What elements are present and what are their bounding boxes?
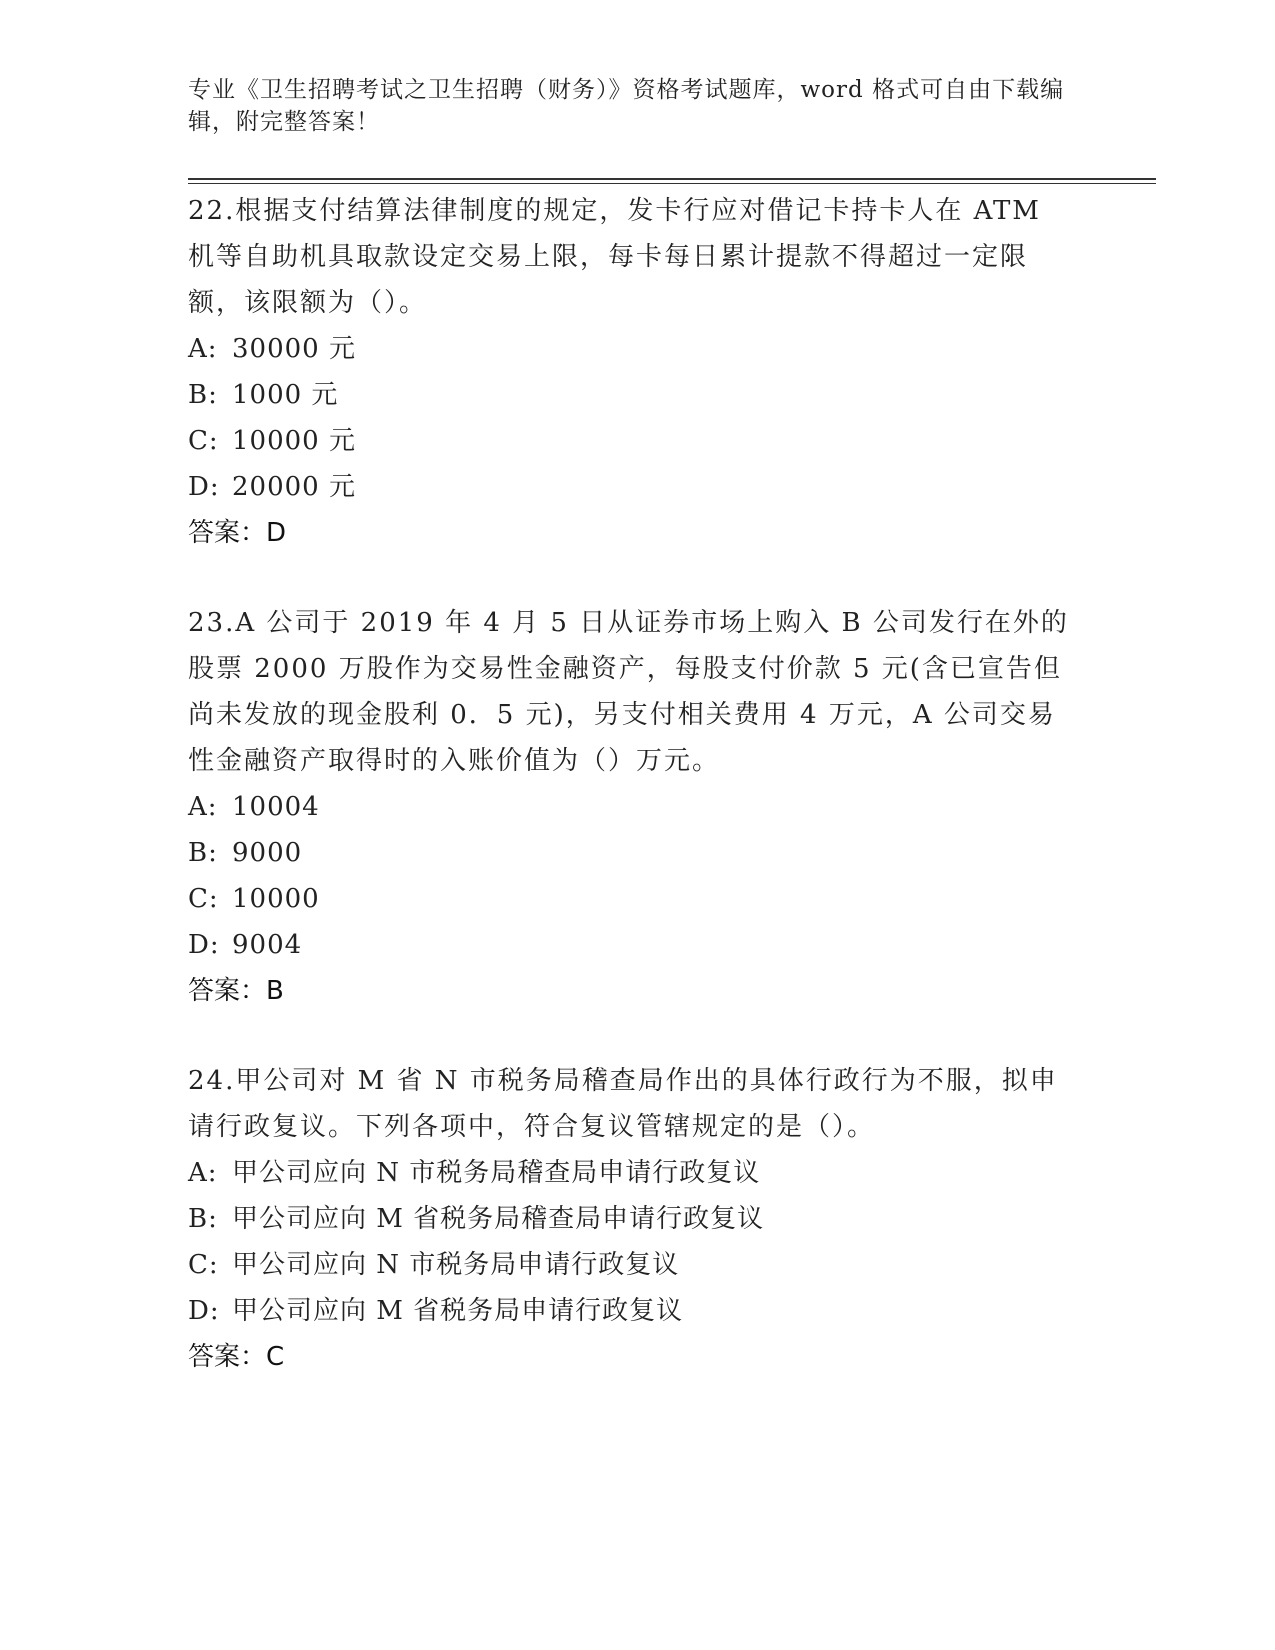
option-text: 30000 元	[232, 334, 356, 364]
option-text: 甲公司应向 M 省税务局稽查局申请行政复议	[232, 1204, 765, 1234]
option-text: 10004	[232, 792, 320, 822]
option-c	[188, 418, 1088, 464]
option-text: 9004	[232, 930, 303, 960]
option-a	[188, 1150, 1088, 1196]
option-c	[188, 1242, 1088, 1288]
option-label: D:	[188, 930, 220, 960]
option-label: D:	[188, 1296, 220, 1326]
option-c	[188, 876, 1088, 922]
option-label: B:	[188, 838, 218, 868]
question-text: 23.A 公司于 2019 年 4 月 5 日从证券市场上购入 B 公司发行在外的股票 2000 万股作为交易性金融资产，每股支付价款 5 元(含已宣告但尚未发放的现金股利 0．5 元)，另支付相关费用 4 万元，A 公司交易性金融资产取得时的入账价值为（）万元。	[188, 608, 1069, 776]
option-label: D:	[188, 472, 220, 502]
option-label: B:	[188, 1204, 218, 1234]
option-label: C:	[188, 1250, 219, 1280]
header-rule-thin	[188, 183, 1156, 184]
option-text: 甲公司应向 N 市税务局稽查局申请行政复议	[232, 1158, 761, 1188]
option-text: 甲公司应向 N 市税务局申请行政复议	[232, 1250, 680, 1280]
option-a	[188, 784, 1088, 830]
document-intro: 专业《卫生招聘考试之卫生招聘（财务）》资格考试题库，word 格式可自由下载编辑，附完整答案！	[188, 77, 1065, 135]
question-23	[188, 600, 1088, 1014]
header-rule-thick	[188, 178, 1156, 180]
option-label: C:	[188, 426, 219, 456]
option-label: A:	[188, 1158, 218, 1188]
option-text: 1000 元	[232, 380, 339, 410]
option-d	[188, 1288, 1088, 1334]
option-a	[188, 326, 1088, 372]
option-label: C:	[188, 884, 219, 914]
option-label: B:	[188, 380, 218, 410]
question-24	[188, 1058, 1088, 1380]
answer: 答案：D	[188, 518, 287, 548]
option-d	[188, 922, 1088, 968]
option-text: 9000	[232, 838, 303, 868]
question-text: 24.甲公司对 M 省 N 市税务局稽查局作出的具体行政行为不服，拟申请行政复议。下列各项中，符合复议管辖规定的是（）。	[188, 1066, 1058, 1142]
option-text: 10000	[232, 884, 320, 914]
option-b	[188, 372, 1088, 418]
answer: 答案：C	[188, 1342, 285, 1372]
question-text: 22.根据支付结算法律制度的规定，发卡行应对借记卡持卡人在 ATM 机等自助机具取款设定交易上限，每卡每日累计提款不得超过一定限额，该限额为（）。	[188, 196, 1041, 318]
option-b	[188, 1196, 1088, 1242]
option-text: 20000 元	[232, 472, 356, 502]
option-d	[188, 464, 1088, 510]
question-22	[188, 188, 1088, 556]
option-label: A:	[188, 792, 218, 822]
option-text: 甲公司应向 M 省税务局申请行政复议	[232, 1296, 684, 1326]
option-label: A:	[188, 334, 218, 364]
option-text: 10000 元	[232, 426, 356, 456]
answer: 答案：B	[188, 976, 284, 1006]
option-b	[188, 830, 1088, 876]
